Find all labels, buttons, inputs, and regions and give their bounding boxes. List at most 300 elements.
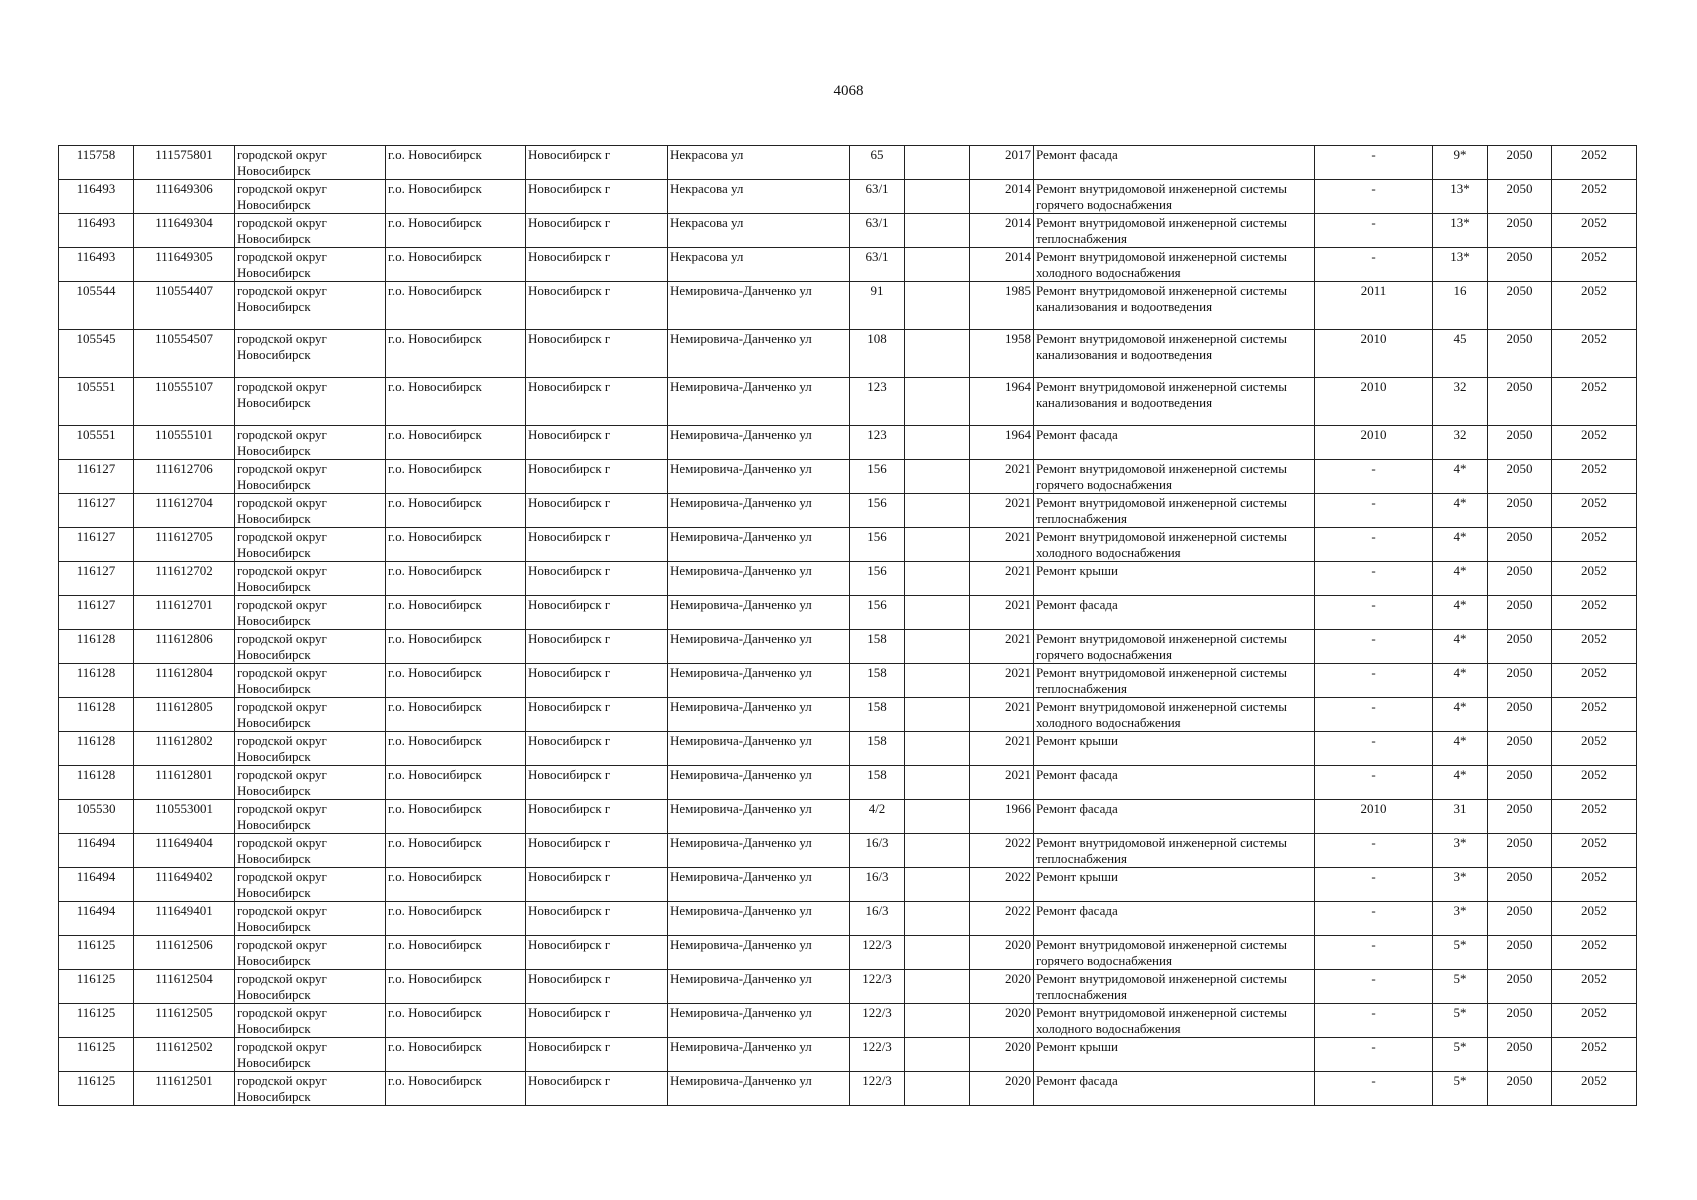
year-built-cell: 2020 — [970, 1072, 1034, 1106]
plan-end-cell: 2052 — [1552, 1072, 1637, 1106]
plan-end-cell: 2052 — [1552, 732, 1637, 766]
work-type-cell: Ремонт внутридомовой инженерной системы холодного водоснабжения — [1034, 698, 1315, 732]
plan-start-cell: 2050 — [1488, 330, 1552, 378]
wear-cell: 4* — [1433, 528, 1488, 562]
street-cell: Некрасова ул — [668, 214, 850, 248]
housing-cell — [905, 936, 970, 970]
code-cell: 111612801 — [134, 766, 235, 800]
plan-start-cell: 2050 — [1488, 766, 1552, 800]
last-repair-cell: - — [1315, 732, 1433, 766]
municipality-cell: городской округ Новосибирск — [235, 426, 386, 460]
street-cell: Немировича-Данченко ул — [668, 664, 850, 698]
id-cell: 116494 — [59, 902, 134, 936]
house-cell: 63/1 — [850, 214, 905, 248]
code-cell: 111649404 — [134, 834, 235, 868]
code-cell: 111612806 — [134, 630, 235, 664]
year-built-cell: 2021 — [970, 528, 1034, 562]
wear-cell: 32 — [1433, 426, 1488, 460]
table-row — [59, 282, 1637, 330]
street-cell: Немировича-Данченко ул — [668, 282, 850, 330]
table-row — [59, 248, 1637, 282]
house-cell: 123 — [850, 426, 905, 460]
plan-start-cell: 2050 — [1488, 460, 1552, 494]
last-repair-cell: 2010 — [1315, 378, 1433, 426]
house-cell: 122/3 — [850, 936, 905, 970]
year-built-cell: 2021 — [970, 562, 1034, 596]
wear-cell: 13* — [1433, 214, 1488, 248]
city-cell: Новосибирск г — [526, 698, 668, 732]
wear-cell: 4* — [1433, 698, 1488, 732]
house-cell: 156 — [850, 562, 905, 596]
street-cell: Немировича-Данченко ул — [668, 1004, 850, 1038]
work-type-cell: Ремонт фасада — [1034, 596, 1315, 630]
municipality-cell: городской округ Новосибирск — [235, 834, 386, 868]
plan-start-cell: 2050 — [1488, 378, 1552, 426]
year-built-cell: 2021 — [970, 630, 1034, 664]
code-cell: 111612504 — [134, 970, 235, 1004]
plan-end-cell: 2052 — [1552, 494, 1637, 528]
last-repair-cell: - — [1315, 630, 1433, 664]
plan-end-cell: 2052 — [1552, 800, 1637, 834]
wear-cell: 16 — [1433, 282, 1488, 330]
last-repair-cell: - — [1315, 936, 1433, 970]
street-cell: Немировича-Данченко ул — [668, 902, 850, 936]
table-row — [59, 936, 1637, 970]
street-cell: Немировича-Данченко ул — [668, 868, 850, 902]
year-built-cell: 1964 — [970, 426, 1034, 460]
municipality-cell: городской округ Новосибирск — [235, 596, 386, 630]
house-cell: 158 — [850, 630, 905, 664]
house-cell: 122/3 — [850, 970, 905, 1004]
city-cell: Новосибирск г — [526, 902, 668, 936]
year-built-cell: 2017 — [970, 146, 1034, 180]
wear-cell: 5* — [1433, 970, 1488, 1004]
city-cell: Новосибирск г — [526, 248, 668, 282]
code-cell: 110555101 — [134, 426, 235, 460]
municipality-cell: городской округ Новосибирск — [235, 936, 386, 970]
plan-start-cell: 2050 — [1488, 664, 1552, 698]
code-cell: 111649305 — [134, 248, 235, 282]
table-row — [59, 528, 1637, 562]
municipality-cell: городской округ Новосибирск — [235, 630, 386, 664]
district-cell: г.о. Новосибирск — [386, 378, 526, 426]
id-cell: 105545 — [59, 330, 134, 378]
id-cell: 116127 — [59, 562, 134, 596]
code-cell: 111612506 — [134, 936, 235, 970]
wear-cell: 4* — [1433, 494, 1488, 528]
street-cell: Немировича-Данченко ул — [668, 800, 850, 834]
housing-cell — [905, 460, 970, 494]
table-row — [59, 630, 1637, 664]
id-cell: 116128 — [59, 732, 134, 766]
district-cell: г.о. Новосибирск — [386, 214, 526, 248]
wear-cell: 5* — [1433, 1072, 1488, 1106]
plan-end-cell: 2052 — [1552, 460, 1637, 494]
municipality-cell: городской округ Новосибирск — [235, 664, 386, 698]
district-cell: г.о. Новосибирск — [386, 528, 526, 562]
city-cell: Новосибирск г — [526, 936, 668, 970]
street-cell: Немировича-Данченко ул — [668, 596, 850, 630]
year-built-cell: 2022 — [970, 868, 1034, 902]
plan-start-cell: 2050 — [1488, 180, 1552, 214]
housing-cell — [905, 528, 970, 562]
id-cell: 116125 — [59, 1004, 134, 1038]
plan-end-cell: 2052 — [1552, 1004, 1637, 1038]
id-cell: 116493 — [59, 248, 134, 282]
id-cell: 116494 — [59, 868, 134, 902]
last-repair-cell: - — [1315, 698, 1433, 732]
code-cell: 111612702 — [134, 562, 235, 596]
code-cell: 111612805 — [134, 698, 235, 732]
street-cell: Немировича-Данченко ул — [668, 630, 850, 664]
last-repair-cell: - — [1315, 180, 1433, 214]
district-cell: г.о. Новосибирск — [386, 766, 526, 800]
work-type-cell: Ремонт фасада — [1034, 146, 1315, 180]
street-cell: Некрасова ул — [668, 248, 850, 282]
work-type-cell: Ремонт внутридомовой инженерной системы горячего водоснабжения — [1034, 180, 1315, 214]
year-built-cell: 2021 — [970, 460, 1034, 494]
wear-cell: 9* — [1433, 146, 1488, 180]
code-cell: 110554507 — [134, 330, 235, 378]
district-cell: г.о. Новосибирск — [386, 460, 526, 494]
table-row — [59, 834, 1637, 868]
last-repair-cell: 2010 — [1315, 800, 1433, 834]
code-cell: 111612804 — [134, 664, 235, 698]
year-built-cell: 1958 — [970, 330, 1034, 378]
district-cell: г.о. Новосибирск — [386, 630, 526, 664]
municipality-cell: городской округ Новосибирск — [235, 1038, 386, 1072]
plan-start-cell: 2050 — [1488, 630, 1552, 664]
city-cell: Новосибирск г — [526, 378, 668, 426]
table-row — [59, 494, 1637, 528]
housing-cell — [905, 146, 970, 180]
plan-end-cell: 2052 — [1552, 1038, 1637, 1072]
housing-cell — [905, 834, 970, 868]
municipality-cell: городской округ Новосибирск — [235, 180, 386, 214]
street-cell: Немировича-Данченко ул — [668, 936, 850, 970]
wear-cell: 31 — [1433, 800, 1488, 834]
house-cell: 158 — [850, 664, 905, 698]
work-type-cell: Ремонт внутридомовой инженерной системы канализования и водоотведения — [1034, 282, 1315, 330]
city-cell: Новосибирск г — [526, 732, 668, 766]
work-type-cell: Ремонт внутридомовой инженерной системы теплоснабжения — [1034, 970, 1315, 1004]
plan-start-cell: 2050 — [1488, 596, 1552, 630]
year-built-cell: 2021 — [970, 766, 1034, 800]
last-repair-cell: 2010 — [1315, 426, 1433, 460]
street-cell: Немировича-Данченко ул — [668, 766, 850, 800]
table-row — [59, 596, 1637, 630]
housing-cell — [905, 766, 970, 800]
district-cell: г.о. Новосибирск — [386, 562, 526, 596]
table-row — [59, 868, 1637, 902]
id-cell: 105551 — [59, 378, 134, 426]
plan-start-cell: 2050 — [1488, 528, 1552, 562]
work-type-cell: Ремонт внутридомовой инженерной системы горячего водоснабжения — [1034, 936, 1315, 970]
wear-cell: 3* — [1433, 868, 1488, 902]
plan-start-cell: 2050 — [1488, 1072, 1552, 1106]
table-row — [59, 698, 1637, 732]
house-cell: 91 — [850, 282, 905, 330]
housing-cell — [905, 596, 970, 630]
district-cell: г.о. Новосибирск — [386, 698, 526, 732]
id-cell: 116493 — [59, 180, 134, 214]
year-built-cell: 2020 — [970, 936, 1034, 970]
last-repair-cell: - — [1315, 1004, 1433, 1038]
last-repair-cell: - — [1315, 868, 1433, 902]
code-cell: 111575801 — [134, 146, 235, 180]
house-cell: 122/3 — [850, 1038, 905, 1072]
plan-end-cell: 2052 — [1552, 248, 1637, 282]
district-cell: г.о. Новосибирск — [386, 494, 526, 528]
plan-end-cell: 2052 — [1552, 426, 1637, 460]
work-type-cell: Ремонт фасада — [1034, 902, 1315, 936]
plan-start-cell: 2050 — [1488, 800, 1552, 834]
id-cell: 115758 — [59, 146, 134, 180]
housing-cell — [905, 494, 970, 528]
city-cell: Новосибирск г — [526, 1004, 668, 1038]
plan-start-cell: 2050 — [1488, 426, 1552, 460]
work-type-cell: Ремонт фасада — [1034, 800, 1315, 834]
city-cell: Новосибирск г — [526, 1038, 668, 1072]
code-cell: 110553001 — [134, 800, 235, 834]
district-cell: г.о. Новосибирск — [386, 330, 526, 378]
city-cell: Новосибирск г — [526, 460, 668, 494]
house-cell: 158 — [850, 732, 905, 766]
year-built-cell: 2022 — [970, 902, 1034, 936]
street-cell: Немировича-Данченко ул — [668, 494, 850, 528]
table-row — [59, 146, 1637, 180]
code-cell: 111612704 — [134, 494, 235, 528]
last-repair-cell: - — [1315, 528, 1433, 562]
district-cell: г.о. Новосибирск — [386, 282, 526, 330]
work-type-cell: Ремонт внутридомовой инженерной системы холодного водоснабжения — [1034, 528, 1315, 562]
city-cell: Новосибирск г — [526, 596, 668, 630]
municipality-cell: городской округ Новосибирск — [235, 282, 386, 330]
plan-start-cell: 2050 — [1488, 902, 1552, 936]
id-cell: 116127 — [59, 460, 134, 494]
work-type-cell: Ремонт внутридомовой инженерной системы теплоснабжения — [1034, 834, 1315, 868]
house-cell: 156 — [850, 528, 905, 562]
city-cell: Новосибирск г — [526, 868, 668, 902]
work-type-cell: Ремонт внутридомовой инженерной системы холодного водоснабжения — [1034, 1004, 1315, 1038]
table-row — [59, 766, 1637, 800]
district-cell: г.о. Новосибирск — [386, 426, 526, 460]
year-built-cell: 2014 — [970, 180, 1034, 214]
district-cell: г.о. Новосибирск — [386, 596, 526, 630]
street-cell: Немировича-Данченко ул — [668, 1038, 850, 1072]
city-cell: Новосибирск г — [526, 664, 668, 698]
code-cell: 111612502 — [134, 1038, 235, 1072]
house-cell: 16/3 — [850, 834, 905, 868]
work-type-cell: Ремонт фасада — [1034, 1072, 1315, 1106]
year-built-cell: 2020 — [970, 1004, 1034, 1038]
last-repair-cell: - — [1315, 460, 1433, 494]
id-cell: 116125 — [59, 1038, 134, 1072]
housing-cell — [905, 378, 970, 426]
plan-end-cell: 2052 — [1552, 330, 1637, 378]
street-cell: Немировича-Данченко ул — [668, 528, 850, 562]
work-type-cell: Ремонт внутридомовой инженерной системы горячего водоснабжения — [1034, 630, 1315, 664]
municipality-cell: городской округ Новосибирск — [235, 248, 386, 282]
wear-cell: 4* — [1433, 732, 1488, 766]
house-cell: 4/2 — [850, 800, 905, 834]
house-cell: 156 — [850, 596, 905, 630]
table-row — [59, 426, 1637, 460]
housing-cell — [905, 800, 970, 834]
housing-cell — [905, 1004, 970, 1038]
municipality-cell: городской округ Новосибирск — [235, 214, 386, 248]
city-cell: Новосибирск г — [526, 528, 668, 562]
work-type-cell: Ремонт крыши — [1034, 1038, 1315, 1072]
last-repair-cell: - — [1315, 664, 1433, 698]
district-cell: г.о. Новосибирск — [386, 936, 526, 970]
last-repair-cell: - — [1315, 248, 1433, 282]
municipality-cell: городской округ Новосибирск — [235, 330, 386, 378]
street-cell: Некрасова ул — [668, 146, 850, 180]
code-cell: 111612701 — [134, 596, 235, 630]
house-cell: 158 — [850, 766, 905, 800]
plan-end-cell: 2052 — [1552, 902, 1637, 936]
year-built-cell: 2021 — [970, 494, 1034, 528]
wear-cell: 4* — [1433, 630, 1488, 664]
id-cell: 116128 — [59, 766, 134, 800]
table-row — [59, 1072, 1637, 1106]
city-cell: Новосибирск г — [526, 282, 668, 330]
plan-start-cell: 2050 — [1488, 494, 1552, 528]
wear-cell: 3* — [1433, 834, 1488, 868]
plan-start-cell: 2050 — [1488, 868, 1552, 902]
plan-start-cell: 2050 — [1488, 248, 1552, 282]
plan-start-cell: 2050 — [1488, 282, 1552, 330]
table-row — [59, 800, 1637, 834]
year-built-cell: 2020 — [970, 1038, 1034, 1072]
plan-end-cell: 2052 — [1552, 214, 1637, 248]
house-cell: 156 — [850, 494, 905, 528]
house-cell: 63/1 — [850, 180, 905, 214]
district-cell: г.о. Новосибирск — [386, 868, 526, 902]
id-cell: 116493 — [59, 214, 134, 248]
city-cell: Новосибирск г — [526, 214, 668, 248]
municipality-cell: городской округ Новосибирск — [235, 494, 386, 528]
municipality-cell: городской округ Новосибирск — [235, 970, 386, 1004]
housing-cell — [905, 970, 970, 1004]
plan-start-cell: 2050 — [1488, 936, 1552, 970]
municipality-cell: городской округ Новосибирск — [235, 902, 386, 936]
work-type-cell: Ремонт крыши — [1034, 562, 1315, 596]
plan-end-cell: 2052 — [1552, 282, 1637, 330]
work-type-cell: Ремонт внутридомовой инженерной системы теплоснабжения — [1034, 494, 1315, 528]
wear-cell: 4* — [1433, 664, 1488, 698]
plan-end-cell: 2052 — [1552, 698, 1637, 732]
house-cell: 122/3 — [850, 1004, 905, 1038]
housing-cell — [905, 180, 970, 214]
work-type-cell: Ремонт внутридомовой инженерной системы теплоснабжения — [1034, 664, 1315, 698]
year-built-cell: 2021 — [970, 596, 1034, 630]
street-cell: Немировича-Данченко ул — [668, 426, 850, 460]
district-cell: г.о. Новосибирск — [386, 248, 526, 282]
housing-cell — [905, 698, 970, 732]
plan-start-cell: 2050 — [1488, 970, 1552, 1004]
house-cell: 123 — [850, 378, 905, 426]
work-type-cell: Ремонт фасада — [1034, 426, 1315, 460]
plan-start-cell: 2050 — [1488, 698, 1552, 732]
wear-cell: 3* — [1433, 902, 1488, 936]
street-cell: Немировича-Данченко ул — [668, 698, 850, 732]
wear-cell: 5* — [1433, 1038, 1488, 1072]
table-row — [59, 460, 1637, 494]
house-cell: 156 — [850, 460, 905, 494]
id-cell: 105544 — [59, 282, 134, 330]
code-cell: 111612501 — [134, 1072, 235, 1106]
registry-table — [58, 145, 1637, 1106]
city-cell: Новосибирск г — [526, 766, 668, 800]
year-built-cell: 2020 — [970, 970, 1034, 1004]
municipality-cell: городской округ Новосибирск — [235, 528, 386, 562]
street-cell: Немировича-Данченко ул — [668, 460, 850, 494]
city-cell: Новосибирск г — [526, 1072, 668, 1106]
municipality-cell: городской округ Новосибирск — [235, 460, 386, 494]
house-cell: 122/3 — [850, 1072, 905, 1106]
housing-cell — [905, 868, 970, 902]
city-cell: Новосибирск г — [526, 800, 668, 834]
city-cell: Новосибирск г — [526, 330, 668, 378]
plan-end-cell: 2052 — [1552, 936, 1637, 970]
wear-cell: 4* — [1433, 562, 1488, 596]
id-cell: 116494 — [59, 834, 134, 868]
district-cell: г.о. Новосибирск — [386, 800, 526, 834]
last-repair-cell: - — [1315, 1072, 1433, 1106]
plan-end-cell: 2052 — [1552, 834, 1637, 868]
id-cell: 105530 — [59, 800, 134, 834]
work-type-cell: Ремонт фасада — [1034, 766, 1315, 800]
wear-cell: 13* — [1433, 180, 1488, 214]
table-row — [59, 562, 1637, 596]
code-cell: 111649304 — [134, 214, 235, 248]
plan-start-cell: 2050 — [1488, 214, 1552, 248]
city-cell: Новосибирск г — [526, 970, 668, 1004]
house-cell: 16/3 — [850, 868, 905, 902]
plan-end-cell: 2052 — [1552, 630, 1637, 664]
work-type-cell: Ремонт крыши — [1034, 868, 1315, 902]
table-row — [59, 970, 1637, 1004]
housing-cell — [905, 426, 970, 460]
table-row — [59, 214, 1637, 248]
wear-cell: 5* — [1433, 936, 1488, 970]
plan-start-cell: 2050 — [1488, 1004, 1552, 1038]
table-row — [59, 1038, 1637, 1072]
last-repair-cell: - — [1315, 214, 1433, 248]
wear-cell: 4* — [1433, 766, 1488, 800]
street-cell: Немировича-Данченко ул — [668, 732, 850, 766]
code-cell: 111649402 — [134, 868, 235, 902]
housing-cell — [905, 664, 970, 698]
year-built-cell: 2014 — [970, 214, 1034, 248]
wear-cell: 45 — [1433, 330, 1488, 378]
municipality-cell: городской округ Новосибирск — [235, 1072, 386, 1106]
district-cell: г.о. Новосибирск — [386, 146, 526, 180]
year-built-cell: 1964 — [970, 378, 1034, 426]
city-cell: Новосибирск г — [526, 146, 668, 180]
year-built-cell: 1966 — [970, 800, 1034, 834]
municipality-cell: городской округ Новосибирск — [235, 732, 386, 766]
housing-cell — [905, 902, 970, 936]
plan-end-cell: 2052 — [1552, 596, 1637, 630]
last-repair-cell: - — [1315, 970, 1433, 1004]
code-cell: 110555107 — [134, 378, 235, 426]
housing-cell — [905, 732, 970, 766]
district-cell: г.о. Новосибирск — [386, 902, 526, 936]
wear-cell: 32 — [1433, 378, 1488, 426]
